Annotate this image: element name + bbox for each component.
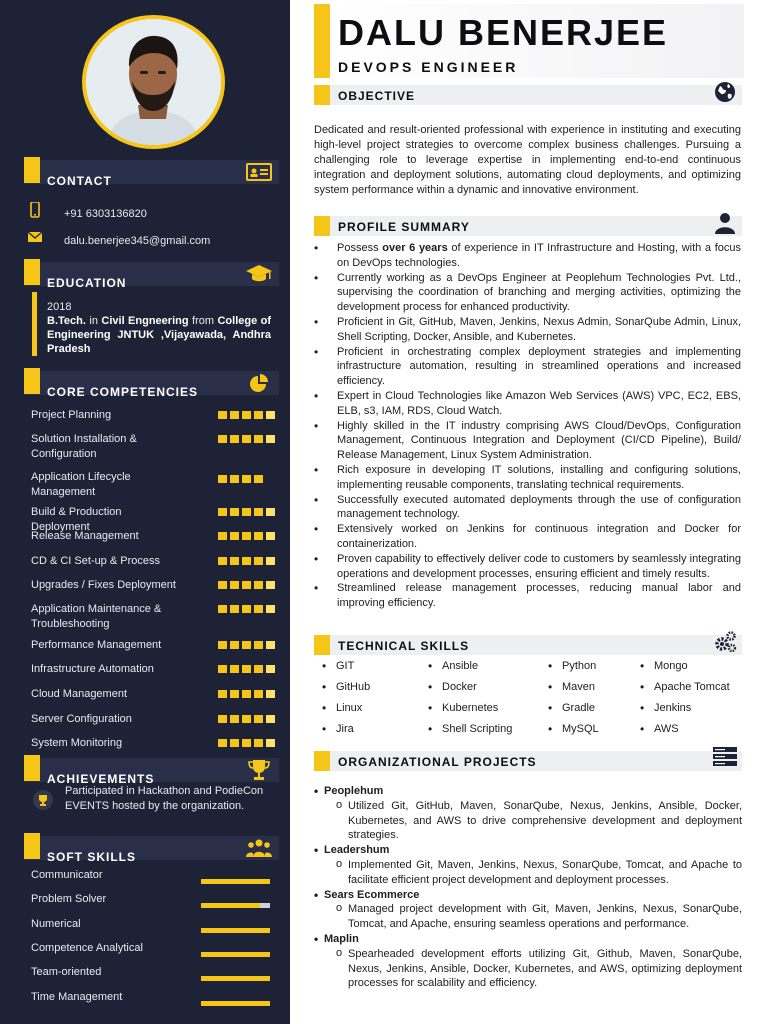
soft-skills-heading xyxy=(24,836,279,864)
summary-list xyxy=(314,241,741,611)
rating-square xyxy=(254,739,263,747)
competency-label: Project Planning xyxy=(31,409,112,421)
project-name: • Leadershum xyxy=(314,843,742,858)
summary-item: • Highly skilled in the IT industry comprising AWS Cloud/DevOps, Configuration Management, Continuous Integration and Deployment (CI/CD Pipeline), Build/ Release Management, Linux System Administration. xyxy=(314,419,741,463)
competency-rating xyxy=(218,665,275,673)
soft-skill-bar xyxy=(201,1001,270,1006)
rating-square xyxy=(254,715,263,723)
project-entry xyxy=(314,784,742,843)
candidate-role: DEVOPS ENGINEER xyxy=(338,59,519,75)
education-from-word: from xyxy=(192,315,215,327)
project-description: o Implemented Git, Maven, Jenkins, Nexus, SonarQube, Tomcat, and Apache to facilitate efficient project development and deployment processes. xyxy=(314,858,742,888)
project-description: o Managed project development with Git, Maven, Jenkins, Nexus, SonarQube, Tomcat, and Apache, ensuring seamless operations and performance. xyxy=(314,902,742,932)
pie-chart-icon xyxy=(245,371,273,395)
objective-title: OBJECTIVE xyxy=(338,89,416,103)
competency-rating xyxy=(218,508,275,516)
summary-item xyxy=(314,241,741,271)
rating-square xyxy=(242,690,251,698)
summary-item: • Currently working as a DevOps Engineer at Peoplehum Technologies Pvt. Ltd., supervising the coordination of branching and merging activities, optimizing the development process for enhanced productivity. xyxy=(314,271,741,315)
heading-accent-bar xyxy=(314,85,330,105)
heading-accent-bar xyxy=(24,833,40,859)
soft-skill-label: Competence Analytical xyxy=(31,942,143,954)
rating-square xyxy=(218,690,227,698)
competency-rating xyxy=(218,475,263,483)
rating-square xyxy=(266,665,275,673)
technical-skill: • Gradle xyxy=(548,702,595,714)
team-icon xyxy=(245,836,273,860)
rating-square xyxy=(230,508,239,516)
technical-skill: • Jenkins xyxy=(640,702,691,714)
technical-skills-title: TECHNICAL SKILLS xyxy=(338,639,470,653)
rating-square xyxy=(230,690,239,698)
soft-skill-bar xyxy=(201,952,270,957)
competency-rating xyxy=(218,411,275,419)
name-banner xyxy=(314,4,744,78)
competency-label: Release Management xyxy=(31,530,139,542)
technical-skill: • Jira xyxy=(322,723,354,735)
id-card-icon xyxy=(245,160,273,184)
competency-rating xyxy=(218,690,275,698)
summary-item: • Expert in Cloud Technologies like Amazon Web Services (AWS) VPC, EC2, EBS, ELB, s3, IAM, RDS, Cloud Watch. xyxy=(314,389,741,419)
education-year: 2018 xyxy=(47,301,72,313)
heading-accent-bar xyxy=(24,755,40,781)
rating-square xyxy=(266,411,275,419)
rating-square xyxy=(230,715,239,723)
soft-skills-title: SOFT SKILLS xyxy=(47,850,136,864)
project-name: • Peoplehum xyxy=(314,784,742,799)
soft-skill-bar xyxy=(201,976,270,981)
rating-square xyxy=(254,690,263,698)
rating-square xyxy=(242,715,251,723)
rating-square xyxy=(218,581,227,589)
heading-accent-bar xyxy=(24,259,40,285)
rating-square xyxy=(254,605,263,613)
rating-square xyxy=(254,475,263,483)
soft-skill-bar xyxy=(201,928,270,933)
competency-label: Server Configuration xyxy=(31,713,132,725)
rating-square xyxy=(218,715,227,723)
email-address[interactable]: dalu.benerjee345@gmail.com xyxy=(64,235,211,247)
technical-skill: • Shell Scripting xyxy=(428,723,512,735)
server-icon xyxy=(712,745,738,771)
competency-rating xyxy=(218,715,275,723)
achievements-heading xyxy=(24,758,279,786)
rating-square xyxy=(230,411,239,419)
soft-skill-bar-fill xyxy=(201,879,270,884)
rating-square xyxy=(266,508,275,516)
summary-first-bold: over 6 years xyxy=(382,242,448,254)
summary-item: • Successfully executed automated deployments through the use of configuration management technology. xyxy=(314,493,741,523)
competency-label: Infrastructure Automation xyxy=(31,663,154,675)
heading-accent-bar xyxy=(314,216,330,236)
technical-skill: • Kubernetes xyxy=(428,702,498,714)
technical-skill: • Mongo xyxy=(640,660,688,672)
heading-accent-bar xyxy=(24,157,40,183)
rating-square xyxy=(218,532,227,540)
globe-icon xyxy=(712,79,738,105)
rating-square xyxy=(218,557,227,565)
summary-item: • Proven capability to effectively deliver code to customers by seamlessly integrating operations and development processes, ensuring efficient and timely results. xyxy=(314,552,741,582)
rating-square xyxy=(242,435,251,443)
technical-skill: • Ansible xyxy=(428,660,478,672)
user-icon xyxy=(712,210,738,236)
trophy-medal-icon xyxy=(32,789,54,811)
rating-square xyxy=(230,581,239,589)
rating-square xyxy=(218,641,227,649)
rating-square xyxy=(242,581,251,589)
rating-square xyxy=(266,435,275,443)
rating-square xyxy=(230,641,239,649)
envelope-icon xyxy=(28,229,42,245)
rating-square xyxy=(254,508,263,516)
education-field: Civil Engneering xyxy=(101,315,189,327)
rating-square xyxy=(266,690,275,698)
competency-rating xyxy=(218,739,275,747)
technical-skill: • MySQL xyxy=(548,723,599,735)
trophy-icon xyxy=(245,758,273,782)
project-entry xyxy=(314,843,742,887)
education-accent-bar xyxy=(32,292,37,356)
rating-square xyxy=(218,605,227,613)
project-entry xyxy=(314,888,742,932)
technical-skill: • Apache Tomcat xyxy=(640,681,730,693)
education-text xyxy=(47,300,271,356)
technical-skill: • AWS xyxy=(640,723,679,735)
technical-skill: • Docker xyxy=(428,681,477,693)
summary-item: • Extensively worked on Jenkins for continuous integration and Docker for containerization. xyxy=(314,522,741,552)
competency-label: System Monitoring xyxy=(31,737,123,749)
soft-skill-label: Time Management xyxy=(31,991,123,1003)
competency-label: Cloud Management xyxy=(31,688,128,700)
rating-square xyxy=(218,665,227,673)
soft-skill-bar-fill xyxy=(201,903,260,908)
competencies-heading xyxy=(24,371,279,399)
rating-square xyxy=(218,475,227,483)
phone-icon xyxy=(28,202,42,218)
summary-first-pre: Possess xyxy=(337,242,379,254)
competency-rating xyxy=(218,581,275,589)
rating-square xyxy=(230,532,239,540)
candidate-name: DALU BENERJEE xyxy=(338,12,669,53)
rating-square xyxy=(218,435,227,443)
objective-heading xyxy=(314,85,742,105)
heading-accent-bar xyxy=(314,635,330,655)
rating-square xyxy=(254,411,263,419)
summary-heading xyxy=(314,216,742,236)
rating-square xyxy=(242,532,251,540)
profile-photo xyxy=(86,19,221,145)
competency-rating xyxy=(218,641,275,649)
summary-first-post: of experience in IT Infrastructure and Hosting, with a focus on DevOps technologies. xyxy=(337,242,742,269)
rating-square xyxy=(254,665,263,673)
rating-square xyxy=(230,739,239,747)
education-in-word: in xyxy=(89,315,98,327)
competency-label: Build & Production Deployment xyxy=(31,506,122,533)
achievement-text: Participated in Hackathon and PodieCon EVENTS hosted by the organization. xyxy=(65,785,264,812)
projects-list xyxy=(314,784,742,991)
competency-rating xyxy=(218,435,275,443)
rating-square xyxy=(254,532,263,540)
rating-square xyxy=(254,557,263,565)
soft-skill-label: Communicator xyxy=(31,869,103,881)
competency-label: Performance Management xyxy=(31,639,162,651)
projects-title: ORGANIZATIONAL PROJECTS xyxy=(338,755,537,769)
rating-square xyxy=(242,641,251,649)
rating-square xyxy=(230,475,239,483)
soft-skill-label: Numerical xyxy=(31,918,81,930)
education-title: EDUCATION xyxy=(47,276,127,290)
competency-label: Application Maintenance & Troubleshooting xyxy=(31,603,162,630)
rating-square xyxy=(266,715,275,723)
phone-number[interactable]: +91 6303136820 xyxy=(64,208,147,220)
rating-square xyxy=(242,557,251,565)
sidebar xyxy=(0,0,290,1024)
soft-skill-bar-fill xyxy=(201,976,270,981)
contact-title: CONTACT xyxy=(47,174,112,188)
profile-photo-frame xyxy=(82,15,225,149)
project-name: • Maplin xyxy=(314,932,742,947)
contact-heading xyxy=(24,160,279,188)
soft-skill-bar-fill xyxy=(201,1001,270,1006)
graduation-cap-icon xyxy=(245,262,273,286)
soft-skill-bar xyxy=(201,903,270,908)
rating-square xyxy=(254,581,263,589)
project-name: • Sears Ecommerce xyxy=(314,888,742,903)
summary-item: • Streamlined release management processes, reducing manual labor and improving efficiency. xyxy=(314,581,741,611)
projects-heading xyxy=(314,751,742,771)
soft-skill-bar xyxy=(201,879,270,884)
technical-skill: • Python xyxy=(548,660,596,672)
rating-square xyxy=(266,739,275,747)
gears-icon xyxy=(712,629,738,655)
rating-square xyxy=(266,557,275,565)
education-entry xyxy=(32,292,277,358)
rating-square xyxy=(266,581,275,589)
technical-skill: • Linux xyxy=(322,702,362,714)
rating-square xyxy=(266,532,275,540)
competency-label: Solution Installation & Configuration xyxy=(31,433,137,460)
rating-square xyxy=(218,411,227,419)
summary-item: • Rich exposure in developing IT solutions, installing and configuring solutions, implementing reusable components, translating technical requirements. xyxy=(314,463,741,493)
rating-square xyxy=(242,665,251,673)
competency-label: Upgrades / Fixes Deployment xyxy=(31,579,176,591)
rating-square xyxy=(230,557,239,565)
rating-square xyxy=(230,605,239,613)
rating-square xyxy=(254,435,263,443)
heading-accent-bar xyxy=(24,368,40,394)
education-college: College of Engineering JNTUK ,Vijayawada, Andhra Pradesh xyxy=(47,315,272,355)
rating-square xyxy=(218,508,227,516)
summary-item: • Proficient in Git, GitHub, Maven, Jenkins, Nexus Admin, SonarQube Admin, Linux, Shell Scripting, Docker, Ansible, and Kubernetes. xyxy=(314,315,741,345)
project-description: o Spearheaded development efforts utilizing Git, Github, Maven, SonarQube, Nexus, Jenkins, Ansible, Docker, Kubernetes, and AWS, optimizing deployment processes for scalability and efficiency. xyxy=(314,947,742,991)
rating-square xyxy=(242,475,251,483)
soft-skill-label: Team-oriented xyxy=(31,966,102,978)
education-degree: B.Tech. xyxy=(47,315,86,327)
competencies-title: CORE COMPETENCIES xyxy=(47,385,199,399)
project-description: o Utilized Git, GitHub, Maven, SonarQube, Nexus, Jenkins, Ansible, Docker, Kubernetes, and AWS to drive comprehensive development and deployment strategies. xyxy=(314,799,742,843)
achievements-title: ACHIEVEMENTS xyxy=(47,772,155,786)
rating-square xyxy=(242,411,251,419)
main-content xyxy=(290,0,768,1024)
competency-rating xyxy=(218,557,275,565)
rating-square xyxy=(266,641,275,649)
rating-square xyxy=(218,739,227,747)
rating-square xyxy=(242,605,251,613)
person-photo-illustration xyxy=(86,19,221,145)
rating-square xyxy=(266,605,275,613)
education-detail xyxy=(47,314,271,356)
project-entry xyxy=(314,932,742,991)
rating-square xyxy=(230,665,239,673)
competency-rating xyxy=(218,532,275,540)
summary-item: • Proficient in orchestrating complex deployment strategies and implementing infrastructure automation, resulting in streamlined operations and increased efficiency. xyxy=(314,345,741,389)
competency-label: Application Lifecycle Management xyxy=(31,471,131,498)
name-accent-bar xyxy=(314,4,330,78)
competency-rating xyxy=(218,605,275,613)
education-heading xyxy=(24,262,279,290)
rating-square xyxy=(254,641,263,649)
soft-skill-label: Problem Solver xyxy=(31,893,107,905)
technical-skills-heading xyxy=(314,635,742,655)
soft-skill-bar-fill xyxy=(201,952,270,957)
technical-skill: • GIT xyxy=(322,660,354,672)
rating-square xyxy=(242,739,251,747)
technical-skill: • Maven xyxy=(548,681,595,693)
objective-text: Dedicated and result-oriented professional with experience in instituting and executing high-level project strategies to overcome complex business challenges. Pursuing a challenging role to leverage expertise in implementing end-to-end continuous integration and deployment solutions, automating cloud deployments, and optimizing system performance within a dynamic and innovative environment. xyxy=(314,124,741,196)
rating-square xyxy=(242,508,251,516)
technical-skill: • GitHub xyxy=(322,681,370,693)
rating-square xyxy=(230,435,239,443)
summary-title: PROFILE SUMMARY xyxy=(338,220,470,234)
soft-skill-bar-fill xyxy=(201,928,270,933)
heading-accent-bar xyxy=(314,751,330,771)
competency-label: CD & CI Set-up & Process xyxy=(31,555,160,567)
